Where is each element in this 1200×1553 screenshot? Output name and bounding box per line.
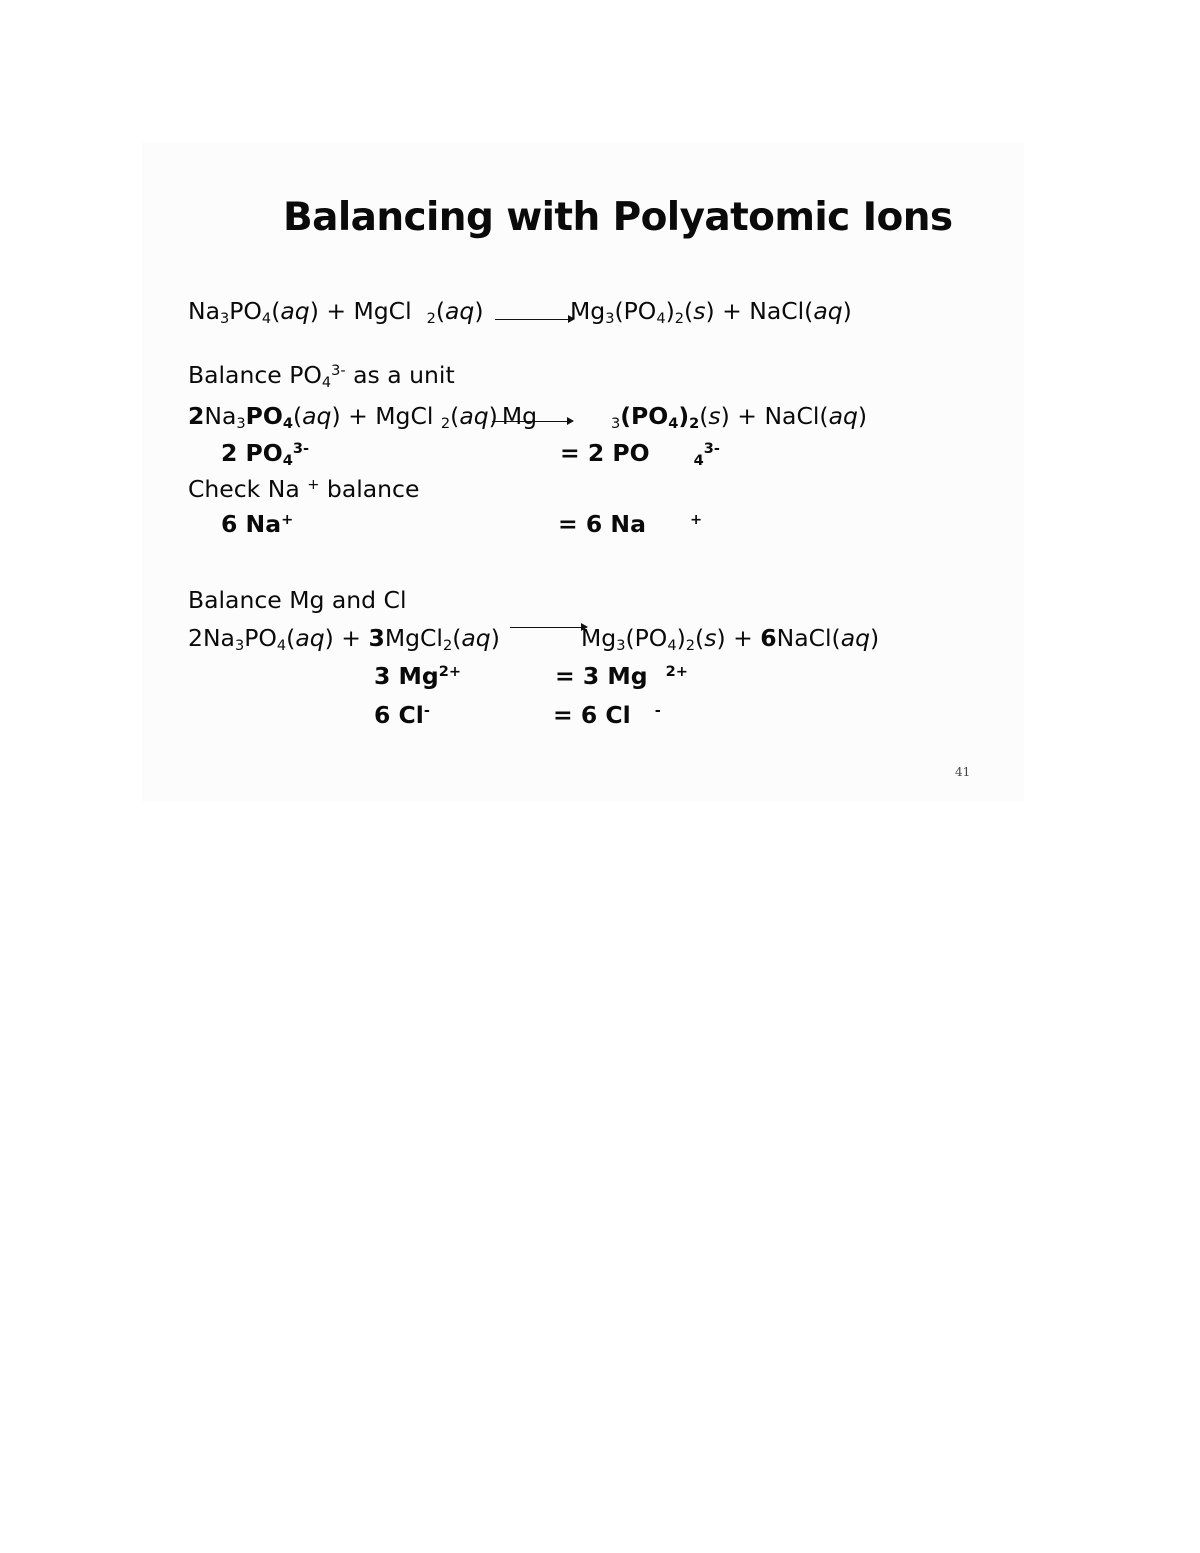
magnesium-count-left: 3 $Mg^{2+}$ [374,662,462,690]
step-check-sodium: Check Na + balance [188,475,420,503]
final-balanced-equation-left: $2Na_3PO_4(aq)$ + 3MgCl$_2$(aq) [188,624,500,655]
phosphate-balanced-equation-right: $_3(PO_4)_2(s)$ + NaCl(aq) [611,402,868,433]
phosphate-count-right: = 2 PO $_4^{3-}$ [560,439,720,470]
phosphate-count-left: 2 $PO_4^{3-}$ [221,439,310,470]
chlorine-count-left: 6 Cl- [374,701,430,729]
sodium-count-left: 6 Na+ [221,510,294,538]
step-balance-mg-cl: Balance Mg and Cl [188,586,407,614]
unbalanced-equation-left: $Na_3PO_4(aq)$ + MgCl $_2$(aq) [188,297,484,328]
reaction-arrow-1 [495,319,573,320]
magnesium-count-right: = 3 Mg $^{2+}$ [555,662,688,690]
phosphate-balanced-equation-left: $2Na_3PO_4(aq)$ + MgCl $_2$(aq) Mg [188,402,538,433]
reaction-arrow-2 [492,421,572,422]
reaction-arrow-3 [510,627,586,628]
slide-title: Balancing with Polyatomic Ions [283,195,953,240]
sodium-count-right: = 6 Na + [558,510,703,538]
final-balanced-equation-right: $Mg_3(PO_4)_2(s)$ + 6NaCl(aq) [581,624,880,655]
page-number: 41 [955,765,971,779]
step-balance-phosphate: Balance $PO_4^{3-}$ as a unit [188,361,455,392]
chlorine-count-right: = 6 Cl - [553,701,661,729]
unbalanced-equation-right: $Mg_3(PO_4)_2(s)$ + NaCl(aq) [570,297,852,328]
